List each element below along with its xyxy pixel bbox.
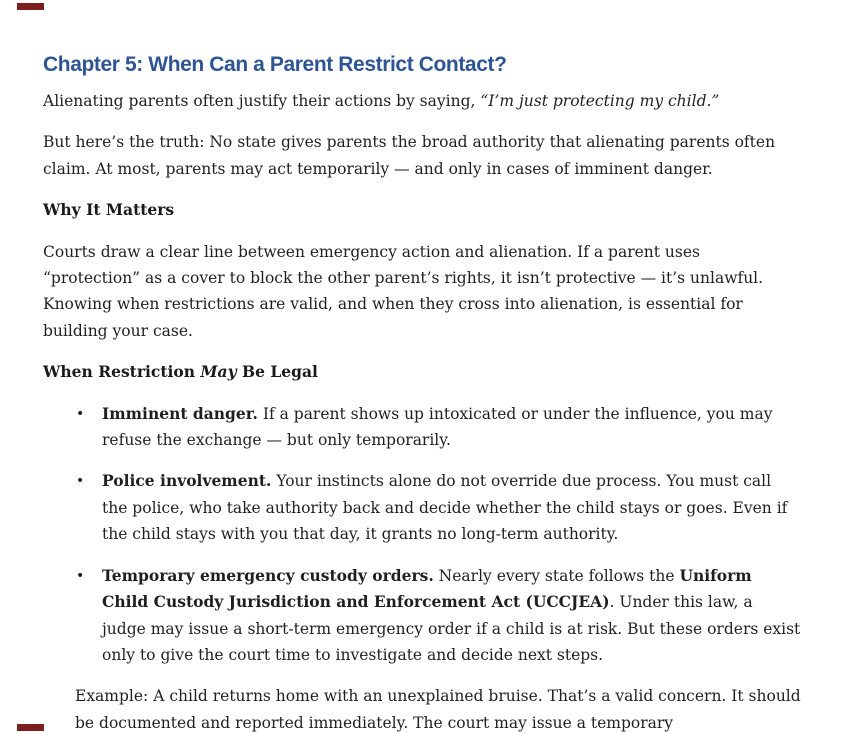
page-corner-marker-bottom bbox=[17, 724, 44, 731]
chapter-title: Chapter 5: When Can a Parent Restrict Contact? bbox=[43, 53, 507, 76]
heading-why-it-matters: Why It Matters bbox=[43, 200, 175, 220]
heading-when-restriction-may-be-legal bbox=[43, 359, 801, 385]
bullet-lead-imminent-danger: Imminent danger. bbox=[102, 403, 258, 423]
page-corner-marker-top bbox=[17, 3, 44, 10]
bullet-lead-temporary-orders: Temporary emergency custody orders. bbox=[102, 565, 434, 585]
intro-text: Alienating parents often justify their actions by saying, bbox=[43, 92, 481, 110]
list-item-police-involvement bbox=[43, 468, 801, 547]
list-item-temporary-emergency-orders bbox=[43, 563, 801, 669]
bullet-text-temporary-orders: Nearly every state follows the bbox=[433, 566, 680, 585]
heading-when-suffix: Be Legal bbox=[236, 362, 318, 382]
bullet-text-imminent-danger: If a parent shows up intoxicated or under the influence, you may refuse the exchange — but only temporarily. bbox=[102, 404, 773, 450]
bullet-lead-police-involvement: Police involvement. bbox=[102, 471, 272, 491]
intro-paragraph bbox=[43, 88, 801, 114]
bullet-icon: • bbox=[76, 405, 85, 422]
list-item-imminent-danger bbox=[43, 401, 801, 454]
legal-restriction-list bbox=[43, 401, 801, 669]
paragraph-truth: But here’s the truth: No state gives parents the broad authority that alienating parents often claim. At most, parents may act temporarily — and only in cases of imminent danger. bbox=[43, 133, 776, 178]
heading-when-prefix: When Restriction bbox=[43, 362, 201, 382]
bullet-bold-uccjea: Uniform Child Custody Jurisdiction and Enforcement Act (UCCJEA) bbox=[102, 565, 752, 612]
bullet-text-after-uccjea: . Under this law, a judge may issue a short-term emergency order if a child is at risk. But these orders exist only to give the court time to investigate and decide next steps. bbox=[102, 593, 801, 664]
bullet-icon: • bbox=[76, 473, 85, 490]
paragraph-why-it-matters: Courts draw a clear line between emergency action and alienation. If a parent uses “protection” as a cover to block the other parent’s rights, it isn’t protective — it’s unlawful. Knowing when restrictions are valid, and when they cross into alienation, is essential for building your case. bbox=[43, 242, 764, 340]
paragraph-example: Example: A child returns home with an unexplained bruise. That’s a valid concern. It should be documented and reported immediately. The court may issue a temporary bbox=[75, 687, 801, 732]
heading-when-emphasis: May bbox=[200, 362, 237, 382]
bullet-text-police-involvement: Your instincts alone do not override due process. You must call the police, who take authority back and decide whether the child stays or goes. Even if the child stays with you that day, it grants no long-term authority. bbox=[102, 472, 788, 544]
intro-quote: “I’m just protecting my child.” bbox=[480, 92, 720, 110]
bullet-icon: • bbox=[76, 567, 85, 584]
